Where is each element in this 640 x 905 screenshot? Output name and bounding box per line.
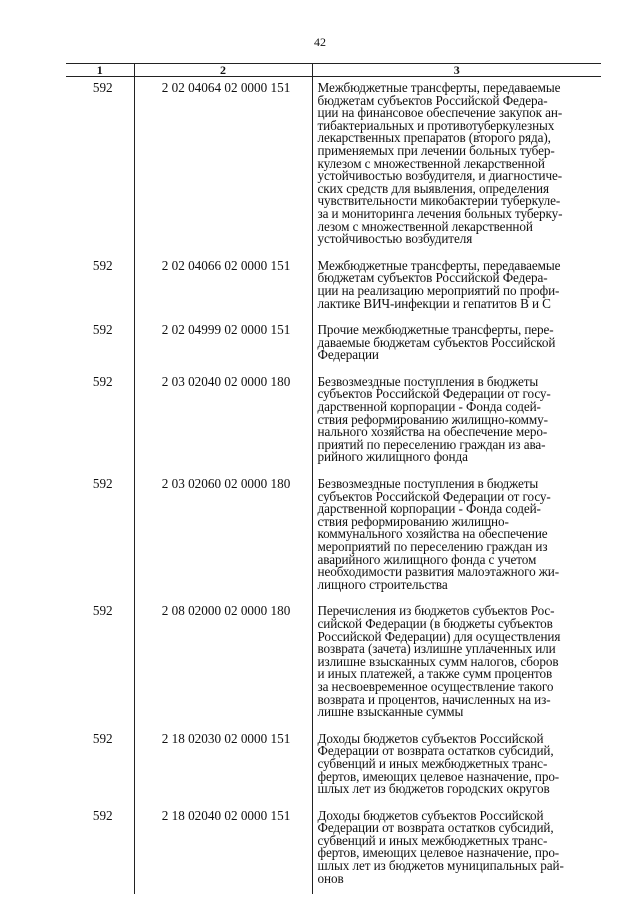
table-header-row — [66, 64, 601, 77]
description-line: ции на финансовое обеспечение закупок ан- — [317, 105, 563, 121]
description-line: сийской Федерации (в бюджеты субъектов — [317, 615, 553, 631]
description-line: Перечисления из бюджетов субъектов Рос- — [317, 603, 555, 619]
description-line: тибактериальных и противотуберкулезных — [317, 117, 555, 133]
column-header-3: 3 — [312, 64, 601, 77]
description-line: Межбюджетные трансферты, передаваемые — [317, 257, 561, 273]
table-row — [66, 473, 601, 600]
description-line: Российской Федерации) для осуществления — [317, 628, 561, 644]
description-line: чувствительности микобактерии туберкуле- — [317, 193, 561, 209]
revenue-description-cell — [312, 371, 601, 473]
table-row — [66, 319, 601, 371]
table-row — [66, 805, 601, 895]
table-row — [66, 728, 601, 805]
description-line: Доходы бюджетов субъектов Российской — [317, 807, 544, 823]
description-line: устойчивостью возбудителя, и диагностиче- — [317, 168, 563, 184]
revenue-description-cell — [312, 255, 601, 319]
description-line: необходимости развития малоэтажного жи- — [317, 564, 560, 580]
admin-code-cell: 592 — [92, 257, 113, 273]
description-line: лищного строительства — [317, 576, 448, 592]
description-line: фертов, имеющих целевое назначение, про- — [317, 845, 560, 861]
description-line: ских средств для выявления, определения — [317, 180, 549, 196]
description-line: лекарственных препаратов (второго ряда), — [317, 130, 551, 146]
description-line: Прочие межбюджетные трансферты, пере- — [317, 322, 554, 338]
description-line: Федерации от возврата остатков субсидий, — [317, 743, 554, 759]
admin-code-cell: 592 — [92, 603, 113, 619]
table-body — [66, 77, 601, 895]
budget-classification-code-cell: 2 02 04999 02 0000 151 — [134, 319, 312, 371]
admin-code-cell: 592 — [92, 373, 113, 389]
description-line: рийного жилищного фонда — [317, 449, 468, 465]
description-line: лишне взысканные суммы — [317, 704, 464, 720]
revenue-description-cell — [312, 600, 601, 727]
description-line: субвенций и иных межбюджетных транс- — [317, 832, 548, 848]
budget-classification-code-cell: 2 02 04064 02 0000 151 — [134, 77, 312, 255]
budget-classification-code-cell: 2 03 02060 02 0000 180 — [134, 473, 312, 600]
budget-classification-code-cell: 2 18 02030 02 0000 151 — [134, 728, 312, 805]
admin-code-cell: 592 — [92, 476, 113, 492]
description-line: субвенций и иных межбюджетных транс- — [317, 755, 548, 771]
description-line: Доходы бюджетов субъектов Российской — [317, 730, 544, 746]
description-line: излишне взысканных сумм налогов, сборов — [317, 653, 559, 669]
description-line: даваемые бюджетам субъектов Российской — [317, 334, 556, 350]
revenue-description-cell — [312, 728, 601, 805]
description-line: ствия реформированию жилищно- — [317, 513, 509, 529]
admin-code-cell: 592 — [92, 322, 113, 338]
budget-classification-code-cell: 2 18 02040 02 0000 151 — [134, 805, 312, 895]
revenue-description-cell — [312, 473, 601, 600]
description-line: Межбюджетные трансферты, передаваемые — [317, 80, 561, 95]
description-line: Безвозмездные поступления в бюджеты — [317, 373, 539, 389]
description-line: Федерации от возврата остатков субсидий, — [317, 820, 554, 836]
description-line: субъектов Российской Федерации от госу- — [317, 488, 551, 504]
table-row — [66, 255, 601, 319]
description-line: аварийного жилищного фонда с учетом — [317, 551, 537, 567]
revenue-description-cell — [312, 805, 601, 895]
description-line: приятий по переселению граждан из ава- — [317, 436, 546, 452]
page-number: 42 — [314, 35, 326, 49]
description-line: онов — [317, 870, 344, 886]
description-line: и иных платежей, а также сумм процентов — [317, 666, 553, 682]
table-row — [66, 77, 601, 255]
column-header-1: 1 — [66, 64, 134, 77]
admin-code-cell: 592 — [92, 807, 113, 823]
revenue-description-cell — [312, 77, 601, 255]
description-line: кулезом с множественной лекарственной — [317, 155, 545, 171]
description-line: лезом с множественной лекарственной — [317, 218, 533, 234]
description-line: Безвозмездные поступления в бюджеты — [317, 476, 539, 492]
description-line: дарственной корпорации - Фонда содей- — [317, 399, 541, 415]
description-line: возврата (зачета) излишне уплаченных или — [317, 641, 556, 657]
admin-code-cell: 592 — [92, 730, 113, 746]
table-row — [66, 371, 601, 473]
description-line: мероприятий по переселению граждан из — [317, 539, 548, 554]
description-line: за и мониторинга лечения больных туберку- — [317, 205, 563, 221]
description-line: шлых лет из бюджетов городских округов — [317, 781, 550, 797]
description-line: устойчивостью возбудителя — [317, 231, 473, 247]
description-line: шлых лет из бюджетов муниципальных рай- — [317, 858, 564, 874]
budget-classification-code-cell: 2 03 02040 02 0000 180 — [134, 371, 312, 473]
description-line: применяемых при лечении больных тубер- — [317, 142, 555, 158]
description-line: бюджетам субъектов Российской Федера- — [317, 270, 548, 286]
description-line: дарственной корпорации - Фонда содей- — [317, 501, 541, 517]
description-line: лактике ВИЧ-инфекции и гепатитов В и С — [317, 295, 551, 311]
description-line: возврата и процентов, начисленных на из- — [317, 691, 551, 707]
budget-classification-code-cell: 2 02 04066 02 0000 151 — [134, 255, 312, 319]
revenue-codes-table — [66, 63, 601, 894]
admin-code-cell: 592 — [92, 80, 113, 95]
description-line: коммунального хозяйства на обеспечение — [317, 526, 548, 542]
column-header-2: 2 — [134, 64, 312, 77]
description-line: субъектов Российской Федерации от госу- — [317, 386, 551, 402]
description-line: нального хозяйства на обеспечение меро- — [317, 424, 548, 440]
revenue-description-cell — [312, 319, 601, 371]
description-line: бюджетам субъектов Российской Федера- — [317, 92, 548, 108]
description-line: Федерации — [317, 347, 379, 363]
table-row — [66, 600, 601, 727]
description-line: за несвоевременное осуществление такого — [317, 678, 554, 694]
description-line: фертов, имеющих целевое назначение, про- — [317, 768, 560, 784]
description-line: ствия реформированию жилищно-комму- — [317, 411, 548, 427]
description-line: ции на реализацию мероприятий по профи- — [317, 282, 560, 298]
budget-classification-code-cell: 2 08 02000 02 0000 180 — [134, 600, 312, 727]
